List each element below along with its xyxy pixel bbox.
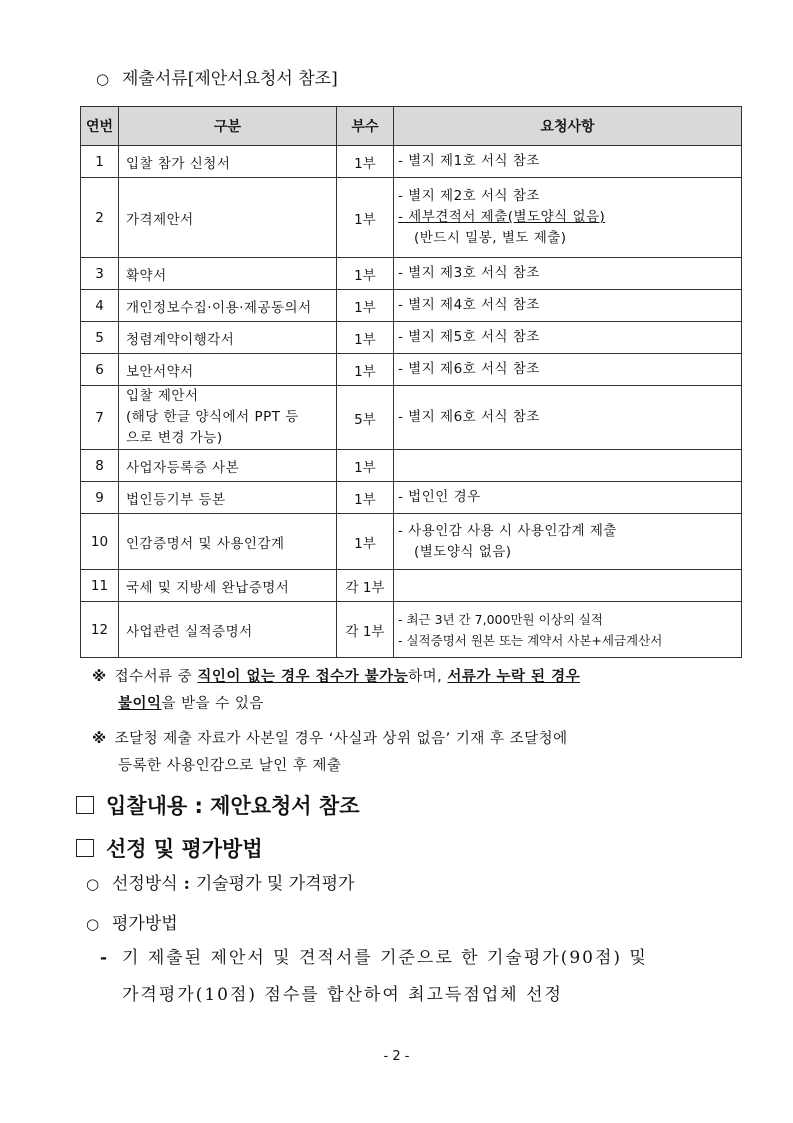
requirement [394,450,742,482]
requirement-line: - 별지 제6호 서식 참조 [398,409,540,425]
section-title [96,64,338,89]
copies-count: 1부 [337,178,394,258]
column-header-requirements: 요청사항 [394,107,742,146]
table-row [81,570,742,602]
table-row [81,450,742,482]
note-text: 조달청 제출 자료가 사본일 경우 ‘사실과 상위 없음’ 기재 후 조달청에 [114,731,568,747]
requirement [394,258,742,290]
document-name: 개인정보수집·이용·제공동의서 [119,290,337,322]
copies-count: 1부 [337,514,394,570]
table-row [81,290,742,322]
checkbox-square-icon [76,839,94,857]
requirement [394,514,742,570]
requirement [394,322,742,354]
requirement-line: (별도양식 없음) [414,543,512,560]
document-name: 인감증명서 및 사용인감계 [119,514,337,570]
circle-bullet-icon: ○ [86,915,100,933]
requirement [394,482,742,514]
selection-method-separator: : [177,874,196,894]
table-row [81,514,742,570]
note-emphasis: 서류가 누락 된 경우 [447,669,581,685]
requirement [394,178,742,258]
document-name: 입찰 참가 신청서 [119,146,337,178]
row-number: 7 [81,386,119,450]
note-continuation [92,691,580,718]
table-row [81,386,742,450]
table-row [81,322,742,354]
requirement-line: - 별지 제4호 서식 참조 [398,297,540,313]
table-row [81,146,742,178]
requirement-line: - 별지 제5호 서식 참조 [398,329,540,345]
requirement [394,386,742,450]
heading-bid-content [76,790,359,820]
requirement-line: - 사용인감 사용 시 사용인감계 제출 [398,522,617,539]
copies-count: 각 1부 [337,570,394,602]
row-number: 11 [81,570,119,602]
evaluation-method-label: 평가방법 [112,914,178,934]
table-row [81,178,742,258]
note-text: 을 받을 수 있음 [161,696,264,712]
copies-count: 1부 [337,354,394,386]
row-number: 4 [81,290,119,322]
circle-bullet-icon: ○ [96,70,110,88]
row-number: 12 [81,602,119,658]
table-row [81,258,742,290]
evaluation-line-1: 기 제출된 제안서 및 견적서를 기준으로 한 기술평가(90점) 및 [122,948,648,968]
heading-selection-evaluation [76,833,263,863]
note-text: 접수서류 중 [114,669,198,685]
copies-count: 1부 [337,450,394,482]
copies-count: 1부 [337,258,394,290]
document-name: 사업자등록증 사본 [119,450,337,482]
table-header-row [81,107,742,146]
circle-bullet-icon: ○ [86,875,100,893]
documents-table [80,106,742,658]
document-name: 확약서 [119,258,337,290]
note-block-2 [92,726,568,780]
section-title-text: 제출서류[제안서요청서 참조] [122,69,338,89]
row-number: 6 [81,354,119,386]
row-number: 3 [81,258,119,290]
note-block-1 [92,664,580,718]
note-continuation: 등록한 사용인감으로 날인 후 제출 [118,758,342,774]
document-name-line: 으로 변경 가능) [126,430,223,446]
requirement [394,570,742,602]
heading-text: 선정 및 평가방법 [106,837,263,861]
row-number: 5 [81,322,119,354]
copies-count: 1부 [337,146,394,178]
document-name: 사업관련 실적증명서 [119,602,337,658]
document-name-line: 입찰 제안서 [126,388,199,404]
row-number: 1 [81,146,119,178]
selection-method [86,869,354,894]
document-name [119,386,337,450]
selection-method-value: 기술평가 및 가격평가 [195,874,355,894]
note-emphasis: 불이익 [118,696,162,712]
table-row [81,602,742,658]
requirement-line: - 세부견적서 제출(별도양식 없음) [398,209,606,225]
note-text: 하며, [408,669,448,685]
reference-mark-icon: ※ [92,731,107,747]
heading-text: 입찰내용 : 제안요청서 참조 [106,794,360,818]
requirement-line: - 별지 제6호 서식 참조 [398,361,540,377]
requirement [394,354,742,386]
copies-count: 1부 [337,322,394,354]
note-emphasis: 직인이 없는 경우 접수가 불가능 [197,669,409,685]
column-header-copies: 부수 [337,107,394,146]
document-name: 법인등기부 등본 [119,482,337,514]
copies-count: 각 1부 [337,602,394,658]
row-number: 2 [81,178,119,258]
evaluation-line-2: 가격평가(10점) 점수를 합산하여 최고득점업체 선정 [122,985,563,1005]
requirement-line: - 별지 제2호 서식 참조 [398,188,540,204]
row-number: 10 [81,514,119,570]
requirement [394,602,742,658]
requirement [394,146,742,178]
requirement-line: - 최근 3년 간 7,000만원 이상의 실적 [398,611,603,627]
checkbox-square-icon [76,796,94,814]
page-number: - 2 - [383,1049,410,1064]
copies-count: 1부 [337,290,394,322]
column-header-category: 구분 [119,107,337,146]
requirement [394,290,742,322]
row-number: 9 [81,482,119,514]
table-row [81,482,742,514]
dash-bullet-icon: - [100,948,110,968]
copies-count: 5부 [337,386,394,450]
requirement-line: - 별지 제1호 서식 참조 [398,153,540,169]
copies-count: 1부 [337,482,394,514]
document-name: 청렴계약이행각서 [119,322,337,354]
document-name-line: (해당 한글 양식에서 PPT 등 [126,409,299,425]
document-name: 가격제안서 [119,178,337,258]
selection-method-label: 선정방식 [112,874,178,894]
column-header-no: 연번 [81,107,119,146]
row-number: 8 [81,450,119,482]
requirement-line: (반드시 밀봉, 별도 제출) [414,230,567,246]
requirement-line: - 실적증명서 원본 또는 계약서 사본+세금계산서 [398,632,663,648]
requirement-line: - 별지 제3호 서식 참조 [398,265,540,281]
requirement-line: - 법인인 경우 [398,489,481,505]
reference-mark-icon: ※ [92,669,107,685]
table-row [81,354,742,386]
evaluation-description [100,940,720,1014]
document-name: 보안서약서 [119,354,337,386]
document-name: 국세 및 지방세 완납증명서 [119,570,337,602]
evaluation-method [86,909,178,934]
